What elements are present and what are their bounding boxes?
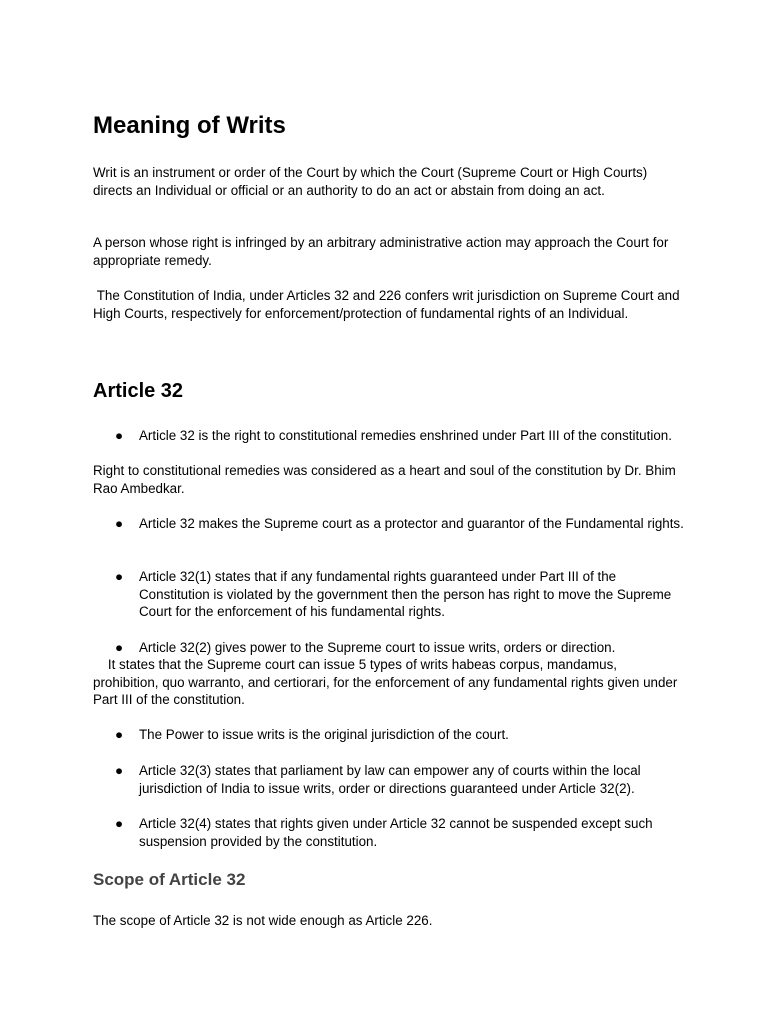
paragraph: The scope of Article 32 is not wide enough as Article 226. [93, 913, 433, 928]
bullet-icon: ● [115, 516, 124, 531]
list-item-text: Article 32(3) states that parliament by law can empower any of courts within the local jurisdiction of India to issue writs, order or directions guaranteed under Article 32(2). [139, 763, 641, 796]
list-item [115, 427, 684, 445]
paragraph: Right to constitutional remedies was considered as a heart and soul of the constitution by Dr. Bhim Rao Ambedkar. [93, 463, 680, 496]
list-item-text: Article 32(4) states that rights given under Article 32 cannot be suspended except such suspension provided by the constitution. [139, 816, 653, 849]
section-heading: Article 32 [93, 380, 184, 402]
intro-paragraph: A person whose right is infringed by an arbitrary administrative action may approach the Court for appropriate remedy. [93, 235, 673, 268]
bullet-icon: ● [115, 428, 124, 443]
list-item-text: Article 32(2) gives power to the Supreme court to issue writs, orders or direction. [139, 640, 616, 655]
list-item-text: Article 32(1) states that if any fundamental rights guaranteed under Part III of the Constitution is violated by the government then the person has right to move the Supreme Court for the enforcement of his fundamental rights. [139, 569, 672, 620]
list-item-text: Article 32 makes the Supreme court as a protector and guarantor of the Fundamental rights. [139, 516, 684, 531]
list-item [115, 726, 684, 744]
list-item [115, 568, 684, 621]
bullet-icon: ● [115, 640, 124, 655]
list-item [115, 815, 684, 850]
paragraph: It states that the Supreme court can issue 5 types of writs habeas corpus, mandamus, prohibition, quo warranto, and certiorari, for the enforcement of any fundamental rights given under Part III of the constitution. [93, 657, 682, 708]
list-item [115, 639, 684, 657]
bullet-icon: ● [115, 763, 124, 778]
list-item-text: The Power to issue writs is the original jurisdiction of the court. [139, 727, 509, 742]
subsection-heading: Scope of Article 32 [93, 870, 246, 889]
list-item [115, 762, 684, 797]
bullet-icon: ● [115, 569, 124, 584]
bullet-icon: ● [115, 727, 124, 742]
intro-paragraph: The Constitution of India, under Articles 32 and 226 confers writ jurisdiction on Supreme Court and High Courts, respectively for enforcement/protection of fundamental rights of an Individual. [93, 288, 684, 321]
bullet-icon: ● [115, 816, 124, 831]
list-item [115, 515, 684, 533]
page-title: Meaning of Writs [93, 112, 286, 139]
intro-paragraph: Writ is an instrument or order of the Court by which the Court (Supreme Court or High Courts) directs an Individual or official or an authority to do an act or abstain from doing an act. [93, 165, 651, 198]
list-item-text: Article 32 is the right to constitutional remedies enshrined under Part III of the constitution. [139, 428, 672, 443]
